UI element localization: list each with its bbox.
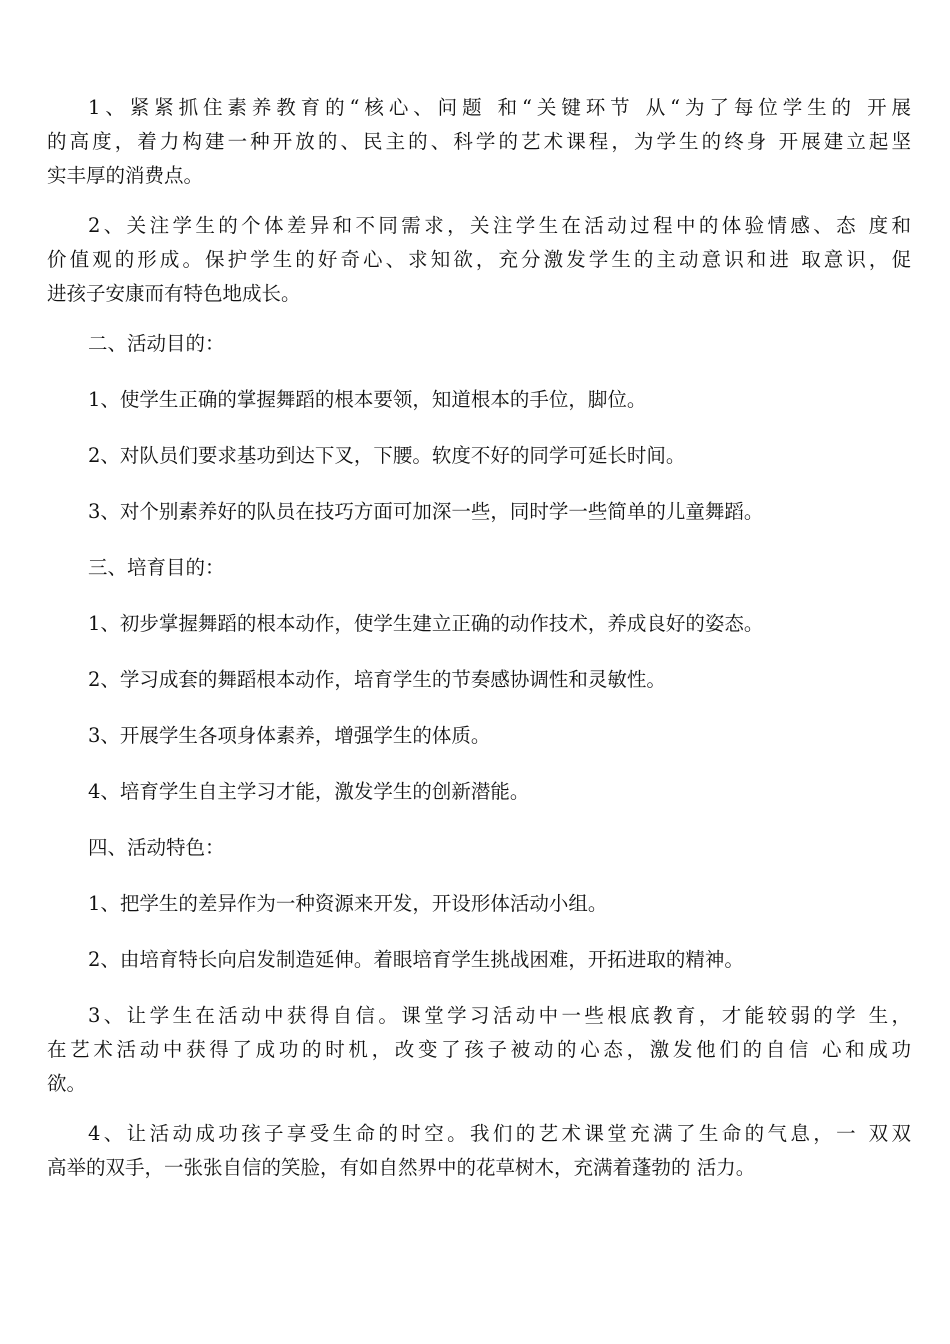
list-item: 2、学习成套的舞蹈根本动作，培育学生的节奏感协调性和灵敏性。 xyxy=(88,668,666,691)
paragraph-line: 4、让活动成功孩子享受生命的时空。我们的艺术课堂充满了生命的气息，一 双双 xyxy=(88,1122,911,1145)
paragraph-core-goals xyxy=(47,91,911,193)
paragraph-line: 价值观的形成。保护学生的好奇心、求知欲，充分激发学生的主动意识和进 取意识，促 xyxy=(47,248,911,271)
paragraph-line: 高举的双手，一张张自信的笑脸，有如自然界中的花草树木，充满着蓬勃的 活力。 xyxy=(47,1156,756,1179)
list-item: 3、对个别素养好的队员在技巧方面可加深一些，同时学一些简单的儿童舞蹈。 xyxy=(88,500,764,523)
paragraph-line: 2、关注学生的个体差异和不同需求，关注学生在活动过程中的体验情感、态 度和 xyxy=(88,214,911,237)
paragraph-line: 欲。 xyxy=(47,1072,87,1095)
list-item: 2、由培育特长向启发制造延伸。着眼培育学生挑战困难，开拓进取的精神。 xyxy=(88,948,744,971)
list-item: 1、初步掌握舞蹈的根本动作，使学生建立正确的动作技术，养成良好的姿态。 xyxy=(88,612,764,635)
paragraph-line: 在艺术活动中获得了成功的时机，改变了孩子被动的心态，激发他们的自信 心和成功 xyxy=(47,1038,911,1061)
section-heading-activity-goals: 二、活动目的： xyxy=(88,332,225,355)
paragraph-confidence xyxy=(47,999,911,1101)
list-item: 3、开展学生各项身体素养，增强学生的体质。 xyxy=(88,724,491,747)
paragraph-line: 1、紧紧抓住素养教育的“核心、问题 和“关键环节 从“为了每位学生的 开展 xyxy=(88,96,911,119)
list-item: 4、培育学生自主学习才能，激发学生的创新潜能。 xyxy=(88,780,530,803)
paragraph-line: 进孩子安康而有特色地成长。 xyxy=(47,282,301,305)
paragraph-line: 的高度，着力构建一种开放的、民主的、科学的艺术课程，为学生的终身 开展建立起坚 xyxy=(47,130,911,153)
list-item: 1、把学生的差异作为一种资源来开发，开设形体活动小组。 xyxy=(88,892,608,915)
paragraph-individual-differences xyxy=(47,209,911,311)
paragraph-line: 实丰厚的消费点。 xyxy=(47,164,204,187)
section-heading-activity-features: 四、活动特色： xyxy=(88,836,225,859)
paragraph-line: 3、让学生在活动中获得自信。课堂学习活动中一些根底教育，才能较弱的学 生， xyxy=(88,1004,911,1027)
list-item: 1、使学生正确的掌握舞蹈的根本要领，知道根本的手位，脚位。 xyxy=(88,388,647,411)
paragraph-enjoy-life xyxy=(47,1117,911,1185)
section-heading-training-goals: 三、培育目的： xyxy=(88,556,225,579)
list-item: 2、对队员们要求基功到达下叉，下腰。软度不好的同学可延长时间。 xyxy=(88,444,686,467)
